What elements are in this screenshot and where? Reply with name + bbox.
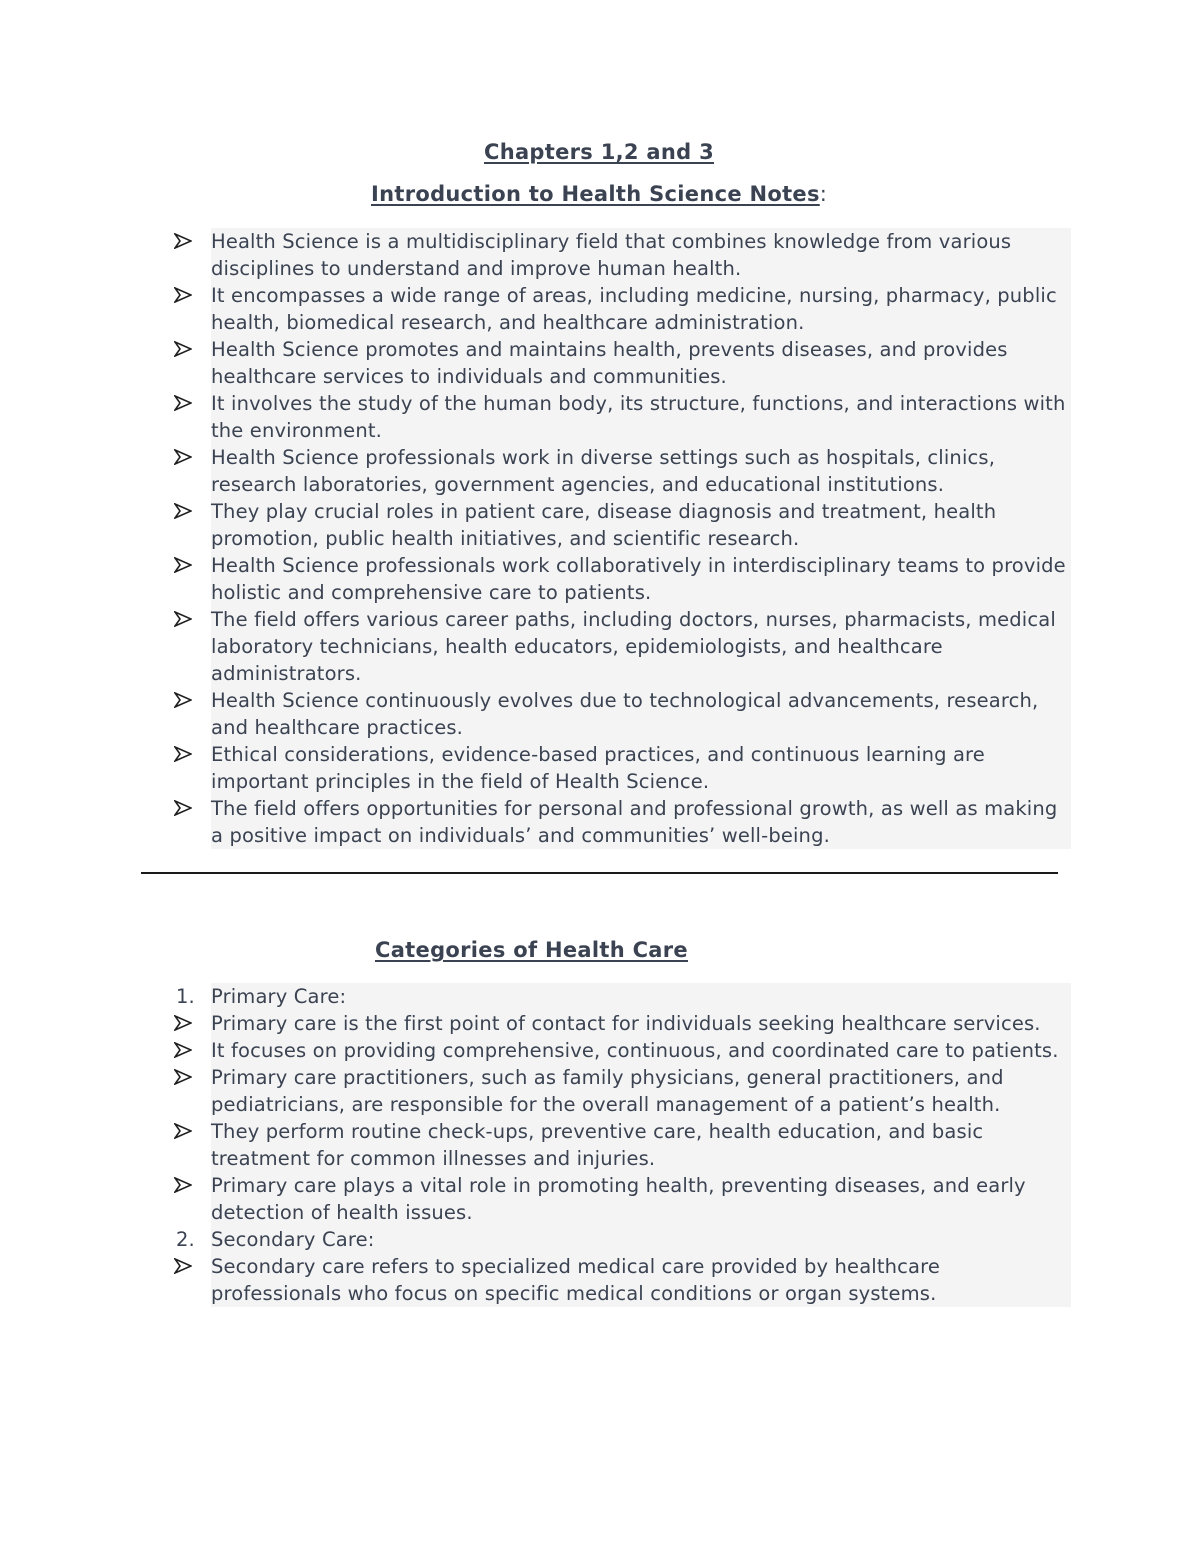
list-item	[0, 336, 1071, 390]
list-item-text: Health Science professionals work collaboratively in interdisciplinary teams to provide holistic and comprehensive care to patients.	[211, 552, 1071, 606]
list-item	[0, 1010, 1071, 1037]
arrowhead-bullet-icon	[174, 746, 192, 762]
list-item	[0, 390, 1071, 444]
intro-heading-text: Introduction to Health Science Notes	[371, 182, 820, 206]
list-item-text: The field offers opportunities for personal and professional growth, as well as making a positive impact on individuals’ and communities’ well-being.	[211, 795, 1071, 849]
list-item-text: Secondary care refers to specialized medical care provided by healthcare professionals who focus on specific medical conditions or organ systems.	[211, 1253, 1071, 1307]
list-item-text: Health Science is a multidisciplinary field that combines knowledge from various disciplines to understand and improve human health.	[211, 228, 1071, 282]
numbered-list-item	[0, 983, 1071, 1010]
numbered-list-item	[0, 1226, 1071, 1253]
list-item	[0, 228, 1071, 282]
list-item	[0, 282, 1071, 336]
categories-heading: Categories of Health Care	[375, 938, 688, 962]
arrowhead-bullet-icon	[174, 1258, 192, 1274]
arrowhead-bullet-icon	[174, 449, 192, 465]
arrowhead-bullet-icon	[174, 503, 192, 519]
categories-list	[0, 983, 1200, 1307]
intro-heading-colon: :	[819, 182, 828, 206]
list-item	[0, 1253, 1071, 1307]
list-item-text: Primary care practitioners, such as family physicians, general practitioners, and pediatricians, are responsible for the overall management of a patient’s health.	[211, 1064, 1071, 1118]
arrowhead-bullet-icon	[174, 287, 192, 303]
list-item-text: Secondary Care:	[211, 1226, 1071, 1253]
arrowhead-bullet-icon	[174, 1015, 192, 1031]
list-item	[0, 687, 1071, 741]
list-item	[0, 1118, 1071, 1172]
list-number: 2.	[176, 1228, 195, 1251]
list-item-text: Health Science promotes and maintains health, prevents diseases, and provides healthcare services to individuals and communities.	[211, 336, 1071, 390]
list-item-text: Health Science continuously evolves due to technological advancements, research, and healthcare practices.	[211, 687, 1071, 741]
list-item	[0, 498, 1071, 552]
list-item	[0, 606, 1071, 687]
list-item	[0, 1037, 1071, 1064]
list-item-text: Primary care is the first point of contact for individuals seeking healthcare services.	[211, 1010, 1071, 1037]
list-item-text: Ethical considerations, evidence-based practices, and continuous learning are important principles in the field of Health Science.	[211, 741, 1071, 795]
arrowhead-bullet-icon	[174, 395, 192, 411]
arrowhead-bullet-icon	[174, 692, 192, 708]
arrowhead-bullet-icon	[174, 611, 192, 627]
list-item	[0, 1172, 1071, 1226]
list-item-text: It involves the study of the human body, its structure, functions, and interactions with the environment.	[211, 390, 1071, 444]
arrowhead-bullet-icon	[174, 1177, 192, 1193]
list-item-text: Primary care plays a vital role in promoting health, preventing diseases, and early detection of health issues.	[211, 1172, 1071, 1226]
intro-bullet-list	[0, 228, 1200, 849]
list-item-text: Health Science professionals work in diverse settings such as hospitals, clinics, research laboratories, government agencies, and educational institutions.	[211, 444, 1071, 498]
list-item	[0, 1064, 1071, 1118]
list-item-text: It encompasses a wide range of areas, including medicine, nursing, pharmacy, public health, biomedical research, and healthcare administration.	[211, 282, 1071, 336]
list-item	[0, 552, 1071, 606]
list-number: 1.	[176, 985, 195, 1008]
arrowhead-bullet-icon	[174, 1042, 192, 1058]
list-item	[0, 444, 1071, 498]
list-item	[0, 795, 1071, 849]
intro-heading	[371, 182, 827, 206]
list-item-text: The field offers various career paths, including doctors, nurses, pharmacists, medical laboratory technicians, health educators, epidemiologists, and healthcare administrators.	[211, 606, 1071, 687]
section-divider	[141, 872, 1058, 874]
arrowhead-bullet-icon	[174, 557, 192, 573]
arrowhead-bullet-icon	[174, 800, 192, 816]
arrowhead-bullet-icon	[174, 233, 192, 249]
page-title: Chapters 1,2 and 3	[484, 140, 715, 164]
list-item-text: Primary Care:	[211, 983, 1071, 1010]
list-item-text: They play crucial roles in patient care, disease diagnosis and treatment, health promotion, public health initiatives, and scientific research.	[211, 498, 1071, 552]
list-item-text: They perform routine check-ups, preventive care, health education, and basic treatment for common illnesses and injuries.	[211, 1118, 1071, 1172]
arrowhead-bullet-icon	[174, 1069, 192, 1085]
arrowhead-bullet-icon	[174, 341, 192, 357]
list-item	[0, 741, 1071, 795]
arrowhead-bullet-icon	[174, 1123, 192, 1139]
list-item-text: It focuses on providing comprehensive, continuous, and coordinated care to patients.	[211, 1037, 1071, 1064]
